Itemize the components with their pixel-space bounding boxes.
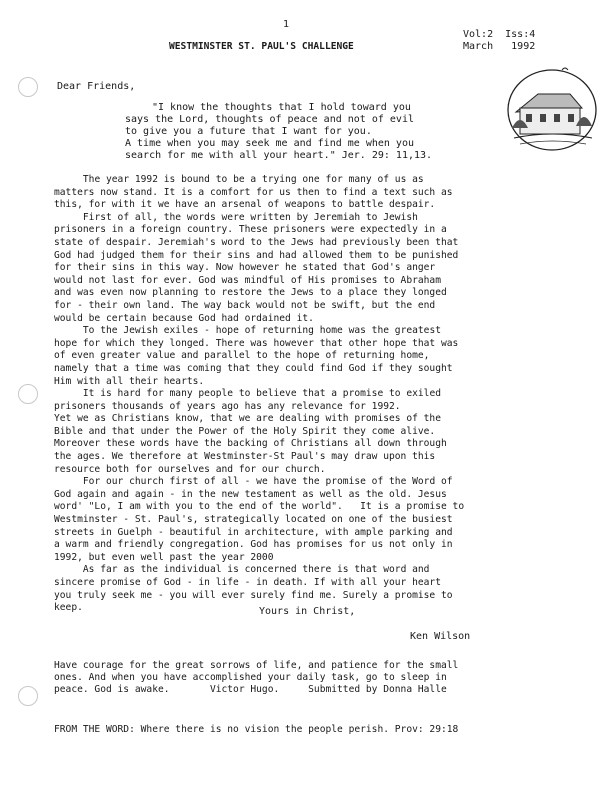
body-paragraph: First of all, the words were written by Jeremiah to Jewish prisoners in a foreign country. These prisoners were expectedly in a state of despair. Jeremiah's word to the Jews had previously been that God had judged them for their sins and had allowed them to be punished for their sins in this way. Now however he stated that God's anger would not last for ever. God was mindful of His promises to Abraham and was even now planning to restore the Jews to a place they longed for - their own land. The way back would not be swift, but the end would be certain because God had ordained it.: [54, 211, 459, 324]
hugo-quote-line: Have courage for the great sorrows of life, and patience for the small: [54, 660, 459, 671]
body-paragraph: To the Jewish exiles - hope of returning home was the greatest hope for which they longed. There was however that other hope that was of even greater value and parallel to the hope of returning home, namely that a time was coming that they could find God if they sought Him with all their hearts.: [54, 325, 459, 387]
hugo-quote-line: ones. And when you have accomplished your daily task, go to sleep in: [54, 672, 447, 683]
body-paragraph: For our church first of all - we have the promise of the Word of God again and again - in the new testament as well as the old. Jesus word' "Lo, I am with you to the end of the world". It is a promise to Westminster - St. Paul's, strategically located on one of the busiest streets in Guelph - beautiful in architecture, with ample parking and a warm and friendly congregation. God has promises for us not only in 1992, but even well past the year 2000: [54, 476, 465, 563]
signature: Ken Wilson: [410, 631, 471, 642]
body-paragraph: It is hard for many people to believe that a promise to exiled prisoners thousands of years ago has any relevance for 1992. Yet we as Christians know, that we are dealing with promises of the Bible and that under the Power of the Holy Spirit they come alive. Moreover these words have the backing of Christians all down through the ages. We therefore at Westminster-St Paul's may draw upon this resource both for ourselves and for our church.: [54, 388, 447, 475]
quote-line: "I know the thoughts that I hold toward you: [152, 102, 411, 113]
letter-body: [54, 174, 554, 615]
punch-hole-top: [18, 77, 38, 97]
from-the-word: FROM THE WORD: Where there is no vision the people perish. Prov: 29:18: [54, 724, 459, 735]
quote-line: search for me with all your heart." Jer. 29: 11,13.: [125, 150, 433, 161]
body-paragraph: As far as the individual is concerned there is that word and sincere promise of God - in life - in death. If with all your heart you truly seek me - you will ever surely find me. Surely a promise to keep.: [54, 564, 453, 614]
quote-line: to give you a future that I want for you.: [125, 126, 372, 137]
page-number: 1: [283, 19, 290, 30]
issue-date: March 1992: [463, 41, 536, 52]
punch-hole-middle: [18, 384, 38, 404]
punch-hole-bottom: [18, 686, 38, 706]
quote-line: says the Lord, thoughts of peace and not of evil: [125, 114, 414, 125]
volume-issue: Vol:2 Iss:4: [463, 29, 536, 40]
quote-line: A time when you may seek me and find me when you: [125, 138, 414, 149]
hugo-quote-line: peace. God is awake. Victor Hugo. Submitted by Donna Halle: [54, 684, 447, 695]
closing: Yours in Christ,: [259, 606, 356, 617]
salutation: Dear Friends,: [57, 81, 136, 92]
newsletter-title: WESTMINSTER ST. PAUL'S CHALLENGE: [169, 41, 354, 52]
church-logo-icon: [500, 64, 600, 152]
body-paragraph: The year 1992 is bound to be a trying one for many of us as matters now stand. It is a comfort for us then to find a text such as this, for with it we have an arsenal of weapons to battle despair.: [54, 174, 453, 211]
